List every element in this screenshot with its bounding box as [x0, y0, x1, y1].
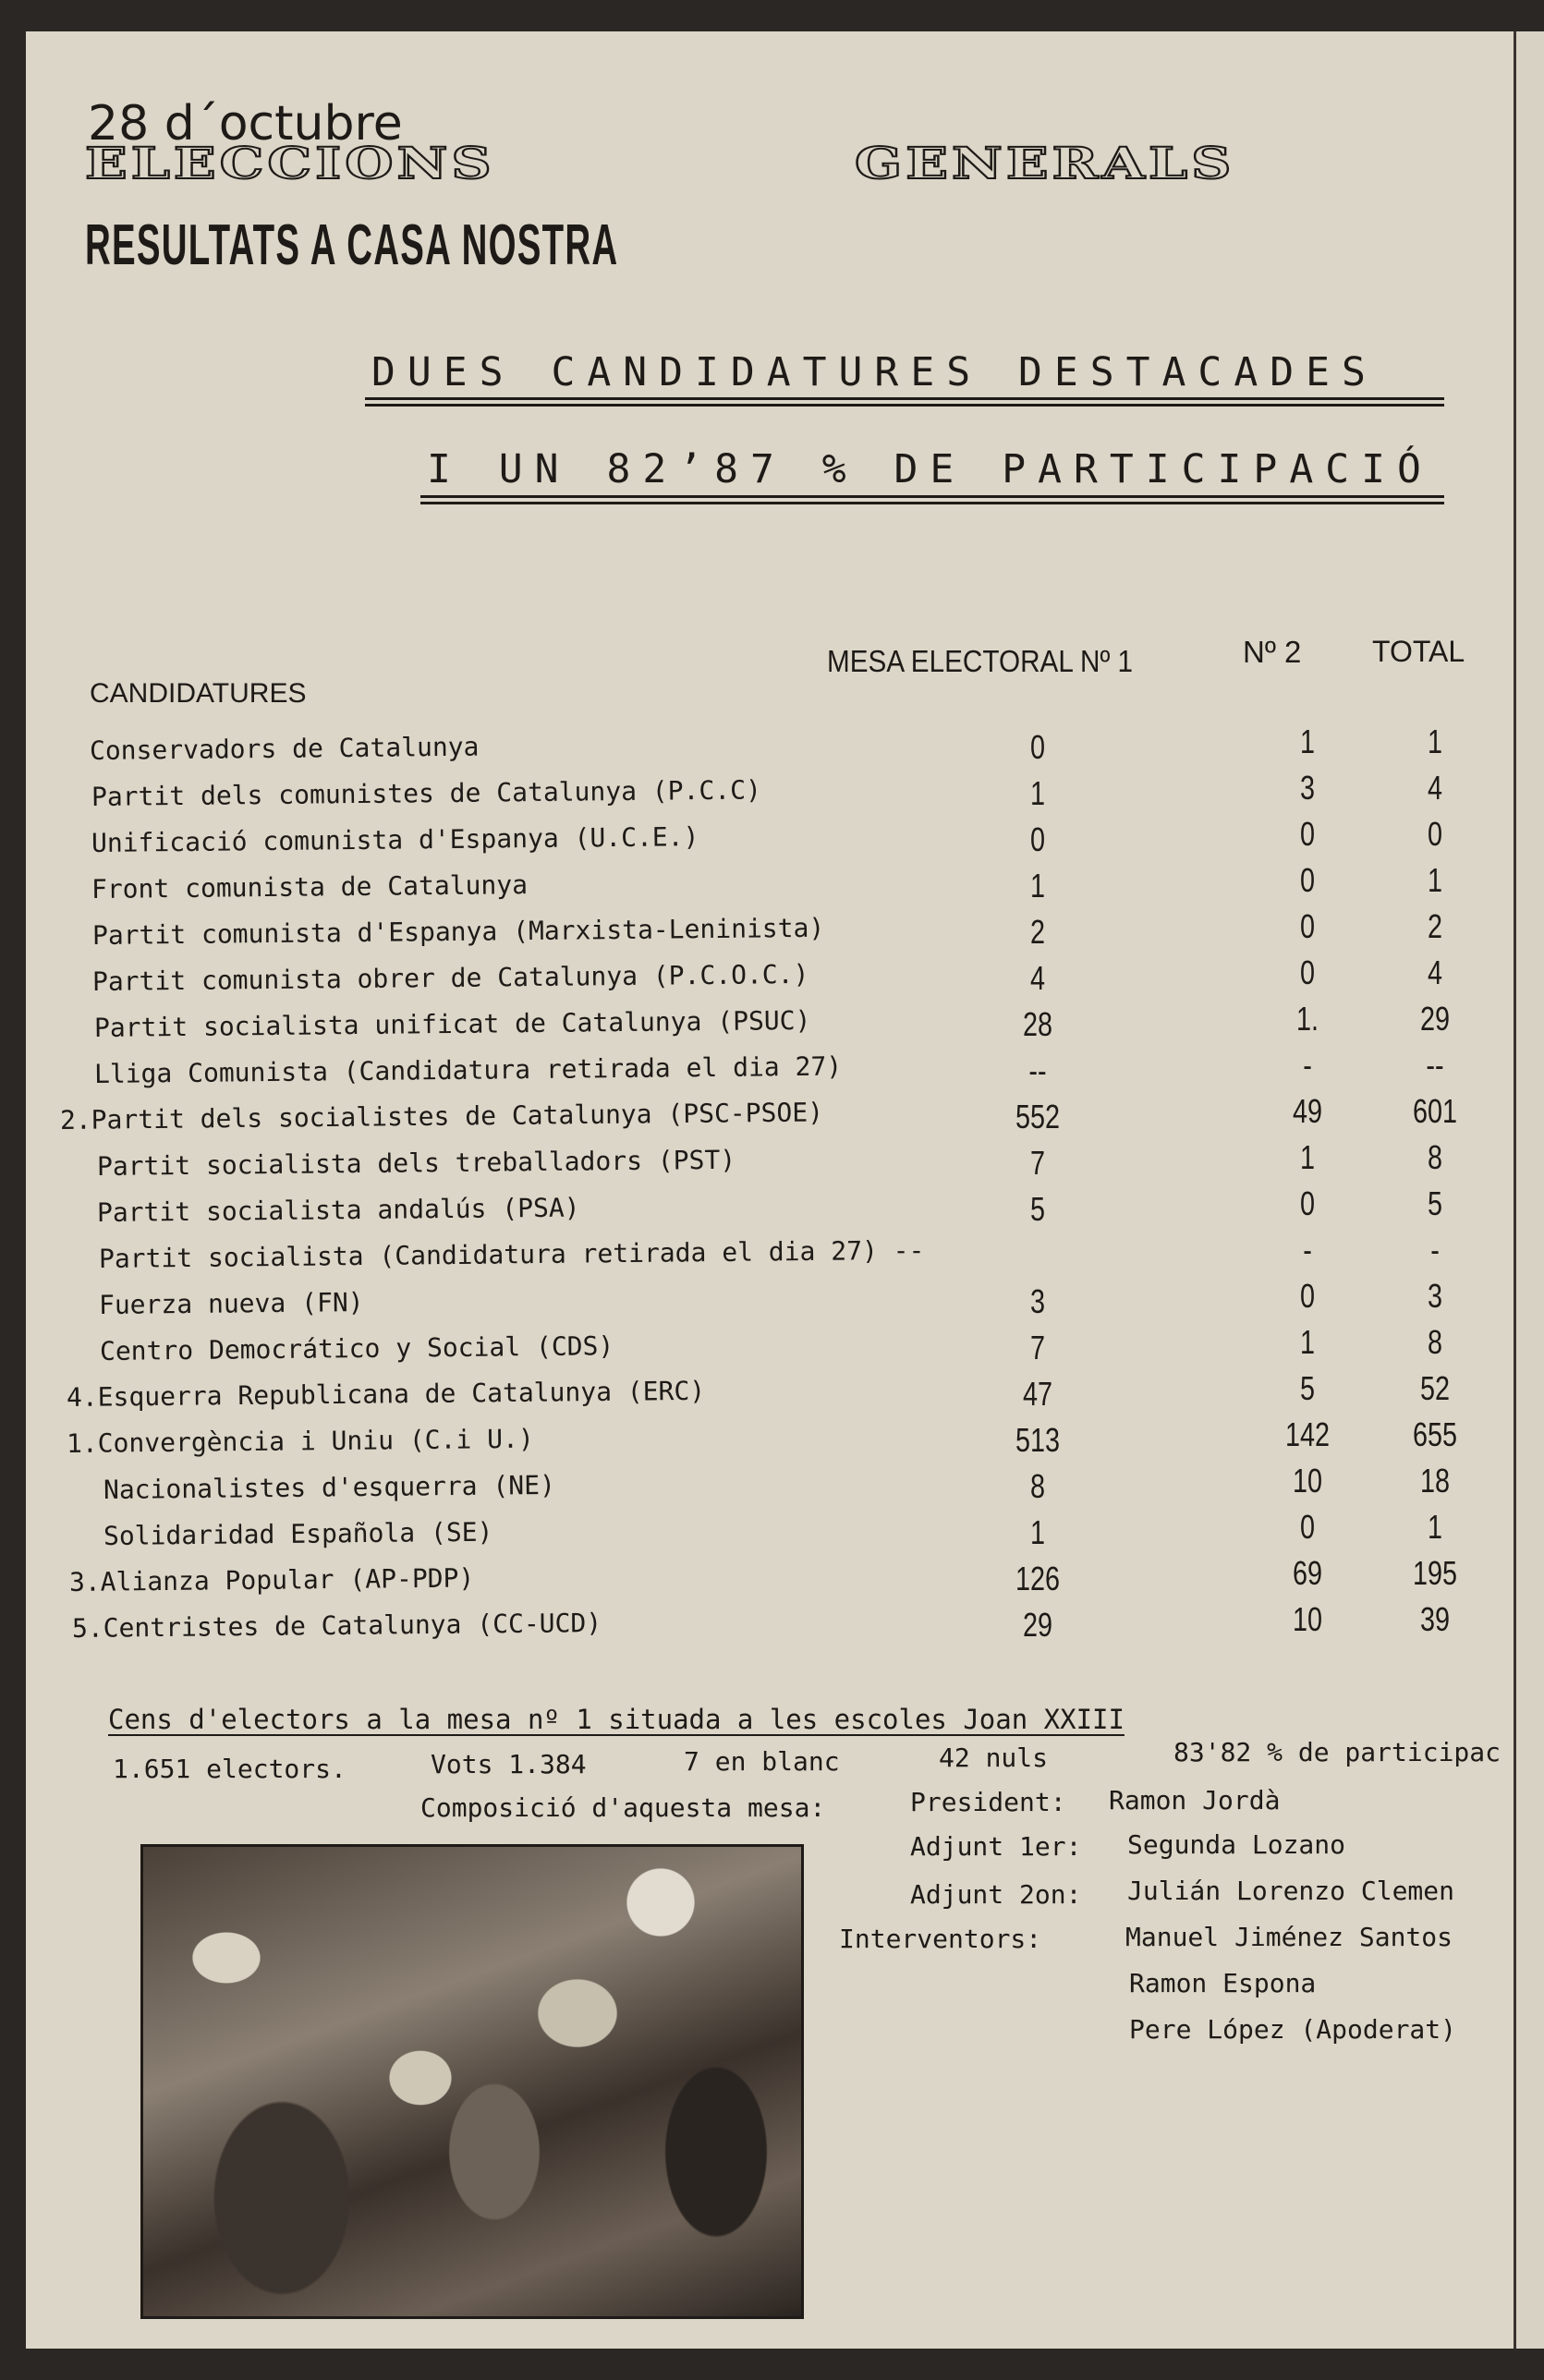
total-votes: 601	[1412, 1092, 1458, 1130]
candidature-name: Centro Democrático y Social (CDS)	[99, 1330, 614, 1366]
president-label: President:	[910, 1787, 1066, 1817]
null-votes: 42 nuls	[939, 1742, 1049, 1773]
mesa-1-votes: 1	[1029, 1513, 1046, 1551]
masthead-elections: ELECCIONS	[85, 139, 495, 189]
interventors-label: Interventors:	[839, 1924, 1042, 1954]
mesa-2-votes: 0	[1299, 907, 1316, 945]
interventor-3: Pere López (Apoderat)	[1129, 2014, 1457, 2045]
candidature-name: Solidaridad Española (SE)	[103, 1516, 493, 1551]
mesa-2-votes: -	[1303, 1231, 1312, 1269]
mesa-2-votes: 10	[1292, 1462, 1323, 1500]
column-header-mesa-2: Nº 2	[1243, 635, 1302, 669]
mesa-2-votes: 0	[1299, 1277, 1316, 1315]
mesa-2-votes: 0	[1299, 815, 1316, 853]
mesa-1-votes: 126	[1015, 1560, 1061, 1597]
candidature-name: Front comunista de Catalunya	[91, 869, 529, 905]
candidature-name: 5.Centristes de Catalunya (CC-UCD)	[71, 1607, 602, 1644]
column-header-total: TOTAL	[1372, 635, 1465, 668]
mesa-1-votes: 1	[1029, 774, 1046, 812]
mesa-2-votes: 5	[1299, 1369, 1316, 1407]
candidature-name: Partit socialista andalús (PSA)	[96, 1192, 580, 1228]
mesa-1-votes: 7	[1029, 1329, 1046, 1366]
candidature-name: Partit comunista obrer de Catalunya (P.C.O.C.)	[91, 958, 809, 997]
column-header-mesa-1: MESA ELECTORAL Nº 1	[827, 644, 1134, 678]
total-votes: 5	[1427, 1184, 1443, 1222]
total-votes: --	[1426, 1046, 1444, 1084]
headline-rule-1a	[365, 397, 1444, 400]
mesa-2-votes: -	[1303, 1046, 1312, 1084]
headline-line-2: I UN 82’87 % DE PARTICIPACIÓ	[427, 446, 1433, 492]
total-votes: 29	[1419, 1000, 1451, 1038]
adjunt1-label: Adjunt 1er:	[910, 1831, 1082, 1862]
mesa-1-votes: 0	[1029, 820, 1046, 858]
adjunt1-name: Segunda Lozano	[1127, 1829, 1346, 1860]
mesa-1-votes: 0	[1029, 728, 1046, 766]
candidature-name: 4.Esquerra Republicana de Catalunya (ERC)	[66, 1375, 706, 1413]
total-votes: 4	[1427, 953, 1443, 991]
candidature-name: Partit dels comunistes de Catalunya (P.C.C)	[91, 774, 762, 812]
total-votes: 1	[1427, 861, 1443, 899]
mesa-2-votes: 3	[1299, 769, 1316, 807]
mesa-1-votes: 4	[1029, 959, 1046, 997]
composition-label: Composició d'aquesta mesa:	[420, 1792, 826, 1823]
candidature-name: Partit socialista dels treballadors (PST)	[96, 1144, 736, 1182]
headline-rule-2a	[420, 495, 1444, 498]
blank-votes: 7 en blanc	[684, 1746, 840, 1777]
total-votes: 39	[1419, 1600, 1451, 1638]
candidature-name: Partit comunista d'Espanya (Marxista-Leninista)	[91, 912, 825, 951]
interventor-1: Manuel Jiménez Santos	[1125, 1922, 1453, 1952]
candidature-name: 2.Partit dels socialistes de Catalunya (PSC-PSOE)	[59, 1097, 824, 1135]
candidature-name: Nacionalistes d'esquerra (NE)	[103, 1469, 556, 1505]
adjacent-page-edge	[1514, 31, 1544, 2349]
mesa-2-votes: 0	[1299, 953, 1316, 991]
mesa-1-votes: 513	[1015, 1421, 1061, 1459]
adjunt2-name: Julián Lorenzo Clemen	[1127, 1876, 1455, 1906]
mesa-1-votes: --	[1028, 1051, 1047, 1089]
mesa-1-votes: 5	[1029, 1190, 1046, 1228]
candidature-name: 1.Convergència i Uniu (C.i U.)	[66, 1423, 534, 1459]
total-votes: 2	[1427, 907, 1443, 945]
total-votes: 4	[1427, 769, 1443, 807]
candidature-name: Partit socialista unificat de Catalunya (PSUC)	[93, 1004, 811, 1043]
census-title: Cens d'electors a la mesa nº 1 situada a les escoles Joan XXIII	[108, 1704, 1125, 1735]
mesa-1-votes: 29	[1022, 1606, 1053, 1644]
mesa-1-votes: 2	[1029, 913, 1046, 951]
candidature-name: Conservadors de Catalunya	[89, 731, 480, 766]
total-votes: 8	[1427, 1323, 1443, 1361]
total-votes: 655	[1412, 1415, 1458, 1453]
total-votes: 52	[1419, 1369, 1451, 1407]
subtitle: RESULTATS A CASA NOSTRA	[85, 213, 619, 277]
candidature-name: Partit socialista (Candidatura retirada el dia 27) --	[98, 1234, 925, 1274]
candidature-name: Fuerza nueva (FN)	[98, 1286, 364, 1320]
mesa-2-votes: 142	[1284, 1415, 1331, 1453]
headline-rule-1b	[365, 404, 1444, 407]
candidature-name: 3.Alianza Popular (AP-PDP)	[68, 1562, 475, 1597]
mesa-1-votes: 1	[1029, 867, 1046, 905]
headline-rule-2b	[420, 502, 1444, 504]
total-votes: 1	[1427, 722, 1443, 760]
mesa-2-votes: 0	[1299, 1184, 1316, 1222]
column-header-candidatures: CANDIDATURES	[90, 678, 307, 709]
mesa-1-votes: 7	[1029, 1144, 1046, 1182]
mesa-1-votes: 8	[1029, 1467, 1046, 1505]
mesa-1-votes: 28	[1022, 1005, 1053, 1043]
candidature-name: Unificació comunista d'Espanya (U.C.E.)	[91, 821, 699, 858]
candidature-name: Lliga Comunista (Candidatura retirada el dia 27)	[93, 1050, 843, 1089]
total-votes: 195	[1412, 1554, 1458, 1592]
total-votes: -	[1430, 1231, 1440, 1269]
participation-rate: 83'82 % de participac	[1173, 1737, 1501, 1767]
interventor-2: Ramon Espona	[1129, 1968, 1317, 1998]
mesa-1-votes: 3	[1029, 1282, 1046, 1320]
polling-station-photo	[140, 1844, 804, 2319]
mesa-2-votes: 0	[1299, 861, 1316, 899]
mesa-2-votes: 10	[1292, 1600, 1323, 1638]
masthead-general: GENERALS	[855, 139, 1235, 189]
total-votes: 3	[1427, 1277, 1443, 1315]
mesa-2-votes: 1	[1299, 1138, 1316, 1176]
president-name: Ramon Jordà	[1109, 1785, 1281, 1815]
electors-count: 1.651 electors.	[113, 1754, 346, 1784]
mesa-1-votes: 552	[1015, 1098, 1061, 1135]
date-line: 28 d´octubre	[88, 96, 403, 152]
mesa-1-votes: 47	[1022, 1375, 1053, 1413]
mesa-2-votes: 1	[1299, 722, 1316, 760]
total-votes: 18	[1419, 1462, 1451, 1500]
mesa-2-votes: 0	[1299, 1508, 1316, 1546]
total-votes: 0	[1427, 815, 1443, 853]
adjunt2-label: Adjunt 2on:	[910, 1879, 1082, 1910]
mesa-2-votes: 1	[1299, 1323, 1316, 1361]
mesa-2-votes: 1.	[1295, 1000, 1319, 1038]
votes-count: Vots 1.384	[431, 1749, 587, 1779]
mesa-2-votes: 49	[1292, 1092, 1323, 1130]
total-votes: 1	[1427, 1508, 1443, 1546]
mesa-2-votes: 69	[1292, 1554, 1323, 1592]
total-votes: 8	[1427, 1138, 1443, 1176]
headline-line-1: DUES CANDIDATURES DESTACADES	[371, 349, 1378, 395]
